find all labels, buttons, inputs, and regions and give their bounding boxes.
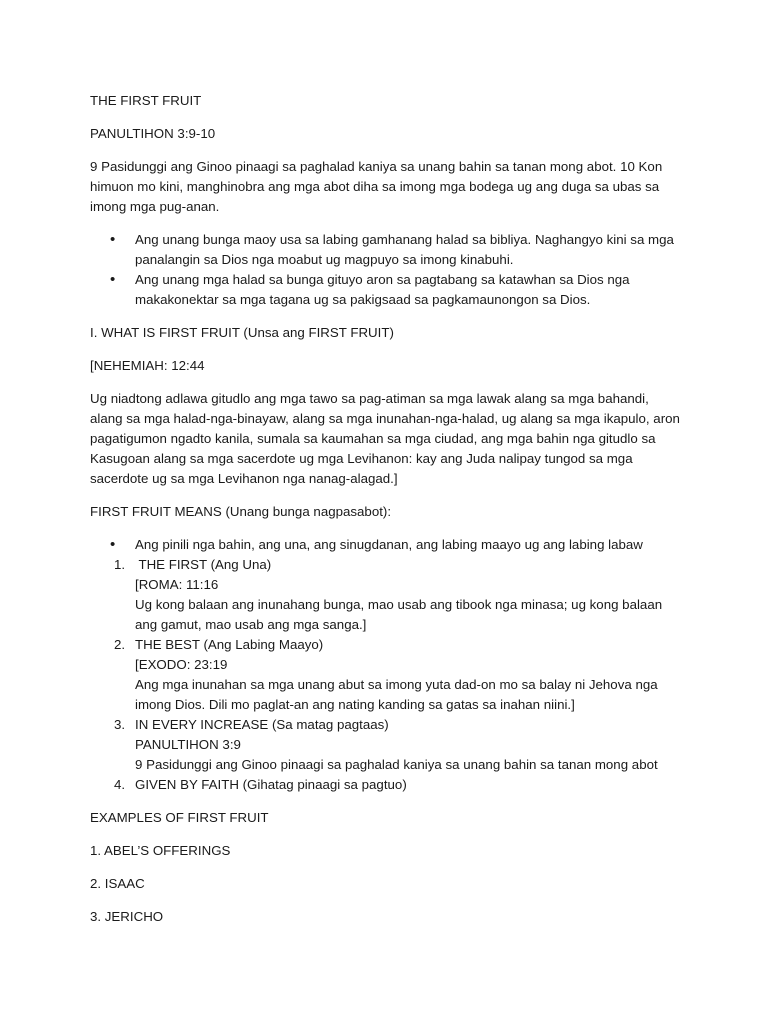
list-number: 3. [114, 717, 126, 732]
numbered-item-reference: [EXODO: 23:19 [135, 657, 228, 672]
numbered-item-reference: PANULTIHON 3:9 [135, 737, 241, 752]
example-item: 2. ISAAC [90, 876, 145, 891]
list-number: 2. [114, 637, 126, 652]
section-heading-what-is-first-fruit: I. WHAT IS FIRST FRUIT (Unsa ang FIRST FRUIT) [90, 325, 394, 340]
numbered-item-verse: Ug kong balaan ang inunahang bunga, mao usab ang tibook nga minasa; ug kong balaan ang gamut, mao usab ang mga sanga.] [135, 597, 663, 632]
means-bullet-item: • Ang pinili nga bahin, ang una, ang sinugdanan, ang labing maayo ug ang labing labaw [90, 535, 685, 555]
intro-bullet-list [90, 230, 685, 310]
numbered-item-the-best [90, 635, 685, 715]
numbered-item-verse: 9 Pasidunggi ang Ginoo pinaagi sa paghalad kaniya sa unang bahin sa tanan mong abot [135, 757, 658, 772]
nehemiah-text: Ug niadtong adlawa gitudlo ang mga tawo sa pag-atiman sa mga lawak alang sa mga bahandi, alang sa mga halad-nga-binayaw, alang sa mga inunahan-nga-halad, ug alang sa mga ikapulo, aron pagatigumon ngadto kanila, sumala sa kaumahan sa mga ciudad, ang mga bahin nga gitudlo sa Kasugoan alang sa mga sacerdote ug mga Levihanon: kay ang Juda nalipay tungod sa mga sacerdote ug sa mga Levihanon nga nanag-alagad.] [90, 391, 680, 486]
numbered-item-heading: THE BEST (Ang Labing Maayo) [135, 637, 324, 652]
document-title: THE FIRST FRUIT [90, 93, 202, 108]
numbered-item-the-first [90, 555, 685, 635]
example-item: 1. ABEL’S OFFERINGS [90, 843, 231, 858]
first-fruit-means-list [90, 535, 685, 795]
examples-heading: EXAMPLES OF FIRST FRUIT [90, 810, 269, 825]
scripture-text: 9 Pasidunggi ang Ginoo pinaagi sa paghalad kaniya sa unang bahin sa tanan mong abot. 10 Kon himuon mo kini, manghinobra ang mga abot diha sa imong mga bodega ug ang duga sa ubas sa imong mga pug-anan. [90, 159, 663, 214]
intro-bullet-item: • Ang unang bunga maoy usa sa labing gamhanang halad sa bibliya. Naghangyo kini sa mga panalangin sa Dios nga moabut ug magpuyo sa imong kinabuhi. [90, 230, 685, 270]
numbered-item-verse: Ang mga inunahan sa mga unang abut sa imong yuta dad-on mo sa balay ni Jehova nga imong Dios. Dili mo paglat-an ang nating kanding sa gatas sa inahan niini.] [135, 677, 658, 712]
numbered-item-given-by-faith [90, 775, 685, 795]
numbered-item-heading: THE FIRST (Ang Una) [135, 557, 272, 572]
numbered-item-reference: [ROMA: 11:16 [135, 577, 219, 592]
nehemiah-reference: [NEHEMIAH: 12:44 [90, 358, 205, 373]
intro-bullet-item: • Ang unang mga halad sa bunga gituyo aron sa pagtabang sa katawhan sa Dios nga makakonektar sa mga tagana ug sa pakigsaad sa pagkamaunongon sa Dios. [90, 270, 685, 310]
first-fruit-means-heading: FIRST FRUIT MEANS (Unang bunga nagpasabot): [90, 504, 392, 519]
list-number: 4. [114, 777, 126, 792]
list-number: 1. [114, 557, 126, 572]
numbered-item-every-increase [90, 715, 685, 775]
scripture-reference: PANULTIHON 3:9-10 [90, 126, 216, 141]
numbered-item-heading: IN EVERY INCREASE (Sa matag pagtaas) [135, 717, 389, 732]
example-item: 3. JERICHO [90, 909, 164, 924]
document-page [90, 91, 685, 940]
numbered-item-heading: GIVEN BY FAITH (Gihatag pinaagi sa pagtuo) [135, 777, 407, 792]
